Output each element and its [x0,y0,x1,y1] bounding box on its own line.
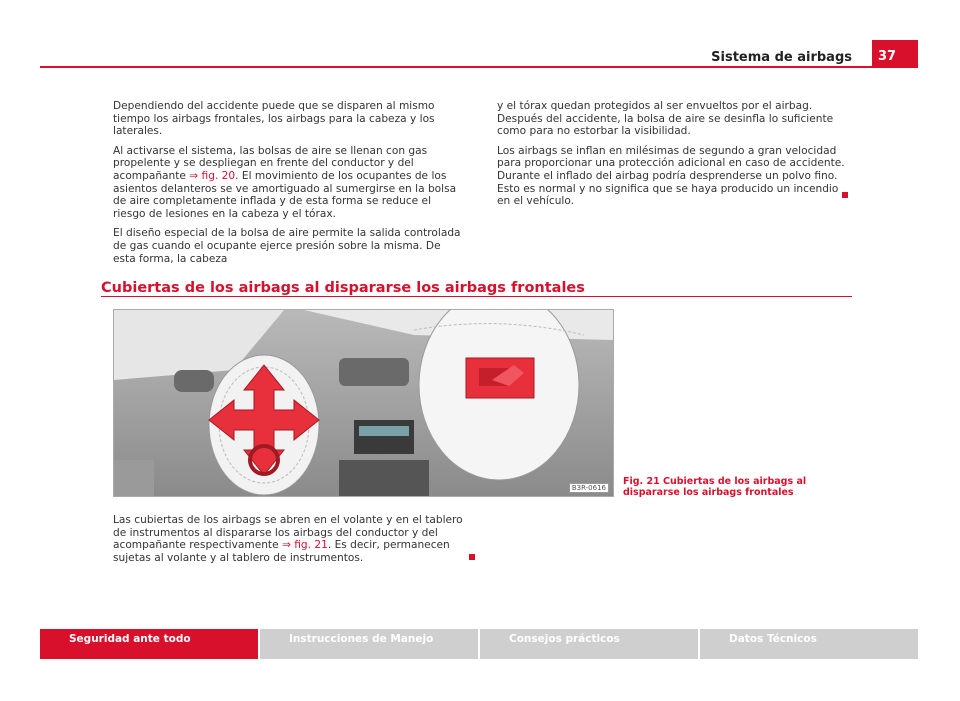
air-vent-center [339,358,409,386]
body-paragraph [113,514,473,571]
footer-navigation [40,629,918,659]
center-console [339,460,429,497]
airbag-illustration [114,310,614,497]
paragraph [113,514,473,564]
figure-code: B3R-0616 [569,483,609,493]
door-panel [114,460,154,497]
paragraph [113,145,463,221]
radio-display [359,426,409,436]
figure-airbag-covers [113,309,614,497]
footer-tab-consejos[interactable]: Consejos prácticos [480,629,698,659]
radio-console [354,420,414,454]
paragraph [497,145,852,208]
paragraph: Dependiendo del accidente puede que se disparen al mismo tiempo los airbags frontales, los airbags para la cabeza y los laterales. [113,100,435,138]
paragraph-text: . El movimiento de los ocupantes de los asientos delanteros se ve amortiguado al sumergirse en la bolsa de aire completamente inflada y de esta forma se reduce el riesgo de lesiones en la cabeza y el tórax. [113,169,457,220]
page-number: 37 [872,40,918,67]
paragraph-text: Las cubiertas de los airbags se abren en el volante y en el tablero de instrumentos al dispararse los airbags del conductor y del acompañante respectivamente [113,514,463,552]
figure-link[interactable]: ⇒ fig. 20 [189,169,236,182]
section-end-mark [842,192,848,198]
footer-tab-seguridad[interactable]: Seguridad ante todo [40,629,258,659]
paragraph-text: Al activarse el sistema, las bolsas de aire se llenan con gas propelente y se despliegan en frente del conductor y del acompañante [113,144,428,182]
air-vent-left [174,370,214,392]
figure-caption: Fig. 21 Cubiertas de los airbags al dispararse los airbags frontales [623,476,807,498]
paragraph: y el tórax quedan protegidos al ser envueltos por el airbag. Después del accidente, la bolsa de aire se desinfla lo suficiente como para no estorbar la visibilidad. [497,100,834,138]
section-title: Cubiertas de los airbags al dispararse los airbags frontales [101,280,585,296]
paragraph-text: . Es decir, permanecen sujetas al volante y al tablero de instrumentos. [113,539,450,564]
right-column [497,100,852,215]
running-header-title: Sistema de airbags [711,50,852,65]
paragraph-text: Los airbags se inflan en milésimas de segundo a gran velocidad para proporcionar una protección adicional en caso de accidente. Durante el inflado del airbag podría desprenderse un polvo fino. Esto es normal y no significa que se haya producido un incendio en el vehículo. [497,144,845,208]
footer-tab-instrucciones[interactable]: Instrucciones de Manejo [260,629,478,659]
paragraph: El diseño especial de la bolsa de aire permite la salida controlada de gas cuando el ocupante ejerce presión sobre la misma. De esta forma, la cabeza [113,227,461,265]
section-end-mark [469,554,475,560]
footer-tab-datos[interactable]: Datos Técnicos [700,629,918,659]
header-rule [40,66,918,68]
figure-link[interactable]: ⇒ fig. 21 [281,539,328,552]
section-rule [101,296,852,297]
left-column [113,100,463,272]
